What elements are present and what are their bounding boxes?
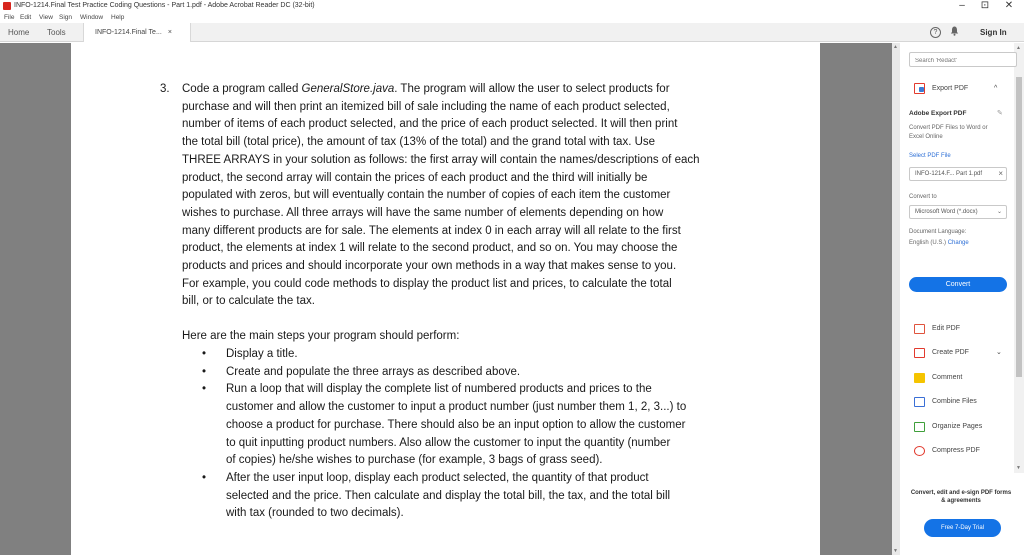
steps-list <box>202 346 762 523</box>
pane-scroll-up-icon[interactable]: ▲ <box>1016 45 1021 51</box>
question-line: THREE ARRAYS in your solution as follows: the first array will contain the names/descriptions of each <box>182 153 700 166</box>
chevron-up-icon[interactable]: ^ <box>994 85 998 92</box>
tools-pane <box>900 43 1024 555</box>
tool-edit-pdf[interactable]: Edit PDF <box>914 322 1014 336</box>
question-line: populated with zeros, but will eventually contain the number of copies of each item the customer <box>182 189 671 202</box>
list-item: • Create and populate the three arrays as described above. <box>202 364 762 382</box>
menu-window[interactable]: Window <box>80 14 104 21</box>
menu-edit[interactable]: Edit <box>20 14 32 21</box>
document-viewport[interactable] <box>0 43 892 555</box>
question-line: bill, or to calculate the tax. <box>182 295 315 308</box>
question-line: product, the elements at index 1 will relate to the second product, and so on. You may choose the <box>182 242 678 255</box>
tab-bar <box>0 23 1024 42</box>
tools-search[interactable] <box>909 52 1017 67</box>
close-window-button[interactable]: ✕ <box>1004 0 1014 11</box>
format-select[interactable] <box>909 205 1007 219</box>
menu-sign[interactable]: Sign <box>59 14 73 21</box>
menu-file[interactable]: File <box>4 14 15 21</box>
minimize-button[interactable]: – <box>959 0 965 11</box>
question-line: purchase and will then print an itemized bill of sale including the name of each product selected, <box>182 100 670 113</box>
tool-organize-pages[interactable]: Organize Pages <box>914 420 1014 434</box>
chevron-down-icon: ⌄ <box>996 209 1002 215</box>
question-line: wishes to purchase. All three arrays will have the same number of elements depending on how <box>182 206 664 219</box>
window-title: INFO-1214.Final Test Practice Coding Questions - Part 1.pdf - Adobe Acrobat Reader DC (32-bit) <box>14 2 315 9</box>
comment-icon <box>914 373 925 383</box>
tab-tools[interactable]: Tools <box>47 28 66 37</box>
edit-pdf-icon <box>914 324 925 334</box>
tab-document-label: INFO-1214.Final Te... <box>95 29 162 36</box>
combine-files-icon <box>914 397 925 407</box>
compress-pdf-icon <box>914 446 925 456</box>
free-trial-button[interactable]: Free 7-Day Trial <box>924 519 1001 537</box>
scroll-down-icon[interactable]: ▼ <box>893 548 898 554</box>
close-tab-icon[interactable]: × <box>167 29 172 36</box>
scroll-up-icon[interactable]: ▲ <box>893 44 898 50</box>
question-line: the total bill (total price), the amount of tax (13% of the total) and the grand total with tax. Use <box>182 136 656 149</box>
menu-help[interactable]: Help <box>111 14 125 21</box>
tool-compress-pdf[interactable]: Compress PDF <box>914 444 1014 458</box>
question-number: 3. <box>160 83 170 95</box>
list-item: • Display a title. <box>202 346 762 364</box>
tab-document[interactable] <box>83 23 191 42</box>
tools-search-input[interactable] <box>910 55 1016 68</box>
question-line: many different products are for sale. The elements at index 0 in each array will all relate to the first <box>182 224 681 237</box>
question-line: For example, you could code methods to display the product list and prices, to calculate the total <box>182 277 672 290</box>
select-file-label: Select PDF File <box>909 153 951 159</box>
acrobat-icon <box>3 2 11 10</box>
help-icon[interactable]: ? <box>930 27 941 38</box>
restore-button[interactable]: ⊡ <box>980 0 990 11</box>
tool-create-pdf[interactable]: Create PDF ⌄ <box>914 346 1014 360</box>
pdf-page <box>71 43 820 555</box>
convert-button[interactable]: Convert <box>909 277 1007 292</box>
list-item: • After the user input loop, display each product selected, the quantity of that product selected and the price. Then calculate and display the total bill, the tax, and the total bill with tax (rounded to two decimals). <box>202 470 762 523</box>
filename-text: GeneralStore.java <box>301 83 395 95</box>
change-language-link[interactable]: Change <box>947 240 969 246</box>
create-pdf-icon <box>914 348 925 358</box>
export-pdf-icon <box>914 83 925 94</box>
selected-file-field[interactable] <box>909 167 1007 181</box>
question-line: product, the second array will contain the prices of each product and the third will initially be <box>182 171 648 184</box>
question-line: Code a program called GeneralStore.java. The program will allow the user to select products for <box>182 83 670 95</box>
question-line: number of items of each product selected, and the price of each product selected. It will then print <box>182 118 678 131</box>
organize-pages-icon <box>914 422 925 432</box>
chevron-down-icon[interactable]: ⌄ <box>996 349 1002 356</box>
list-item: • Run a loop that will display the complete list of numbered products and prices to the customer and allow the customer to input a product number (just number them 1, 2, 3...) to choose a product for purchase. There should also be an input option to allow the customer to quit inputting product numbers. Also allow the customer to input the quantity (number of copies) he/she wishes to purchase (for example, 3 bags of grass seed). <box>202 381 762 470</box>
pane-scroll-thumb[interactable] <box>1016 77 1022 377</box>
question-text <box>182 81 742 311</box>
tool-combine-files[interactable]: Combine Files <box>914 395 1014 409</box>
question-line: products and prices and should incorporate your own methods in a way that makes sense to you. <box>182 260 677 273</box>
sign-in-link[interactable]: Sign In <box>980 28 1007 37</box>
selected-file-name: INFO-1214.F... Part 1.pdf <box>915 171 983 177</box>
format-value: Microsoft Word (*.docx) <box>915 209 978 215</box>
steps-intro: Here are the main steps your program should perform: <box>182 330 460 342</box>
remove-file-icon[interactable]: × <box>998 169 1003 178</box>
menu-view[interactable]: View <box>39 14 53 21</box>
adobe-export-title: Adobe Export PDF <box>909 110 967 117</box>
convert-to-label: Convert to <box>909 194 937 200</box>
adobe-export-description: Convert PDF Files to Word or Excel Online <box>909 125 988 140</box>
pane-scroll-down-icon[interactable]: ▼ <box>1016 465 1021 471</box>
export-pdf-label: Export PDF <box>932 85 969 92</box>
menu-bar <box>0 12 1024 23</box>
tools-pane-scrollbar[interactable] <box>1014 43 1024 473</box>
language-value: English (U.S.) Change <box>909 240 969 246</box>
promo-text: Convert, edit and e-sign PDF forms & agreements <box>910 490 1012 504</box>
title-bar <box>0 0 1024 12</box>
tool-comment[interactable]: Comment <box>914 371 1014 385</box>
document-language-label: Document Language: <box>909 229 967 235</box>
tab-home[interactable]: Home <box>8 28 30 37</box>
export-pdf-header[interactable] <box>914 82 1014 96</box>
document-scrollbar[interactable] <box>892 43 900 555</box>
edit-pencil-icon[interactable]: ✎ <box>997 110 1003 117</box>
notifications-bell-icon[interactable] <box>950 26 959 38</box>
